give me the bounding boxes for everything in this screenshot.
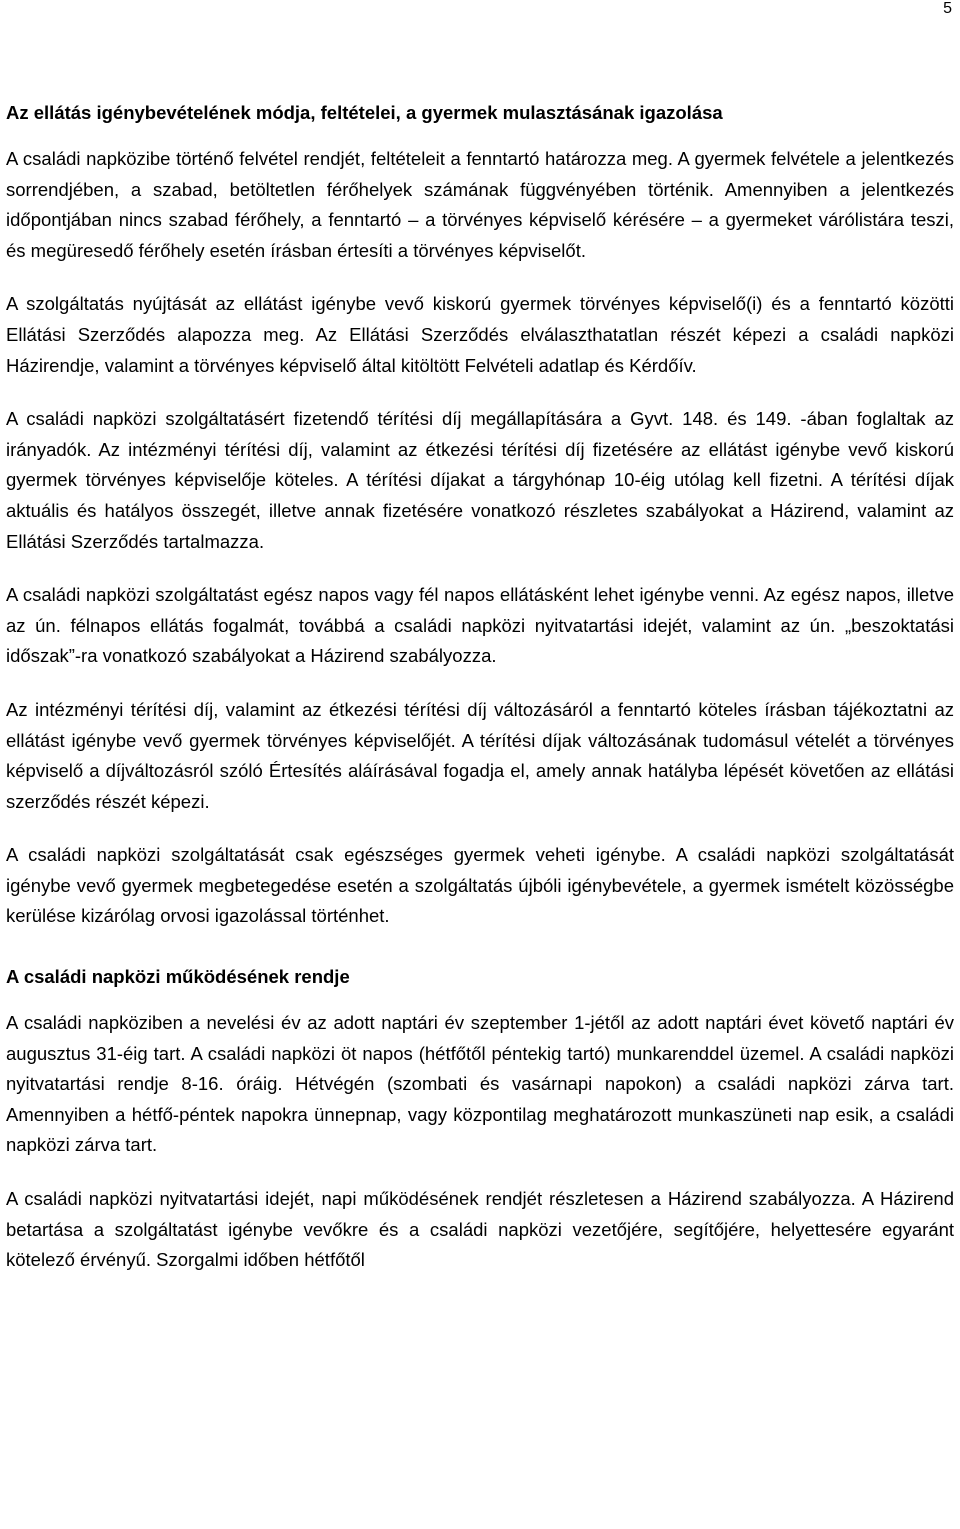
paragraph-teritesi-dij: A családi napközi szolgáltatásért fizetendő térítési díj megállapítására a Gyvt. 148. és 149. -ában foglaltak az irányadók. Az intézményi térítési díj, valamint az étkezési térítési díj fizetésére az ellátást igénybe vevő kiskorú gyermek törvényes képviselője köteles. A térítési díjakat a tárgyhónap 10-éig utólag kell fizetni. A térítési díjak aktuális és hatályos összegét, illetve annak fizetésére vonatkozó részletes szabályokat a Házirend, valamint az Ellátási Szerződés tartalmazza. — [6, 408, 954, 552]
section-heading-ellatas: Az ellátás igénybevételének módja, feltételei, a gyermek mulasztásának igazolása — [6, 102, 723, 123]
section-heading-mukodes: A családi napközi működésének rendje — [6, 966, 350, 988]
paragraph-dijvaltozas: Az intézményi térítési díj, valamint az étkezési térítési díj változásáról a fenntartó köteles írásban tájékoztatni az ellátást igénybe vevő gyermek törvényes képviselőjét. A térítési díjak változásának tudomásul vételét a törvényes képviselő a díjváltozásról szóló Értesítés aláírásával fogadja el, amely annak hatályba lépését követően az ellátási szerződés részét képezi. — [6, 698, 954, 812]
document-body — [6, 98, 954, 1299]
paragraph-ellatasi-szerzodes: A szolgáltatás nyújtását az ellátást igénybe vevő kiskorú gyermek törvényes képviselő(i) és a fenntartó közötti Ellátási Szerződés alapozza meg. Az Ellátási Szerződés elválaszthatatlan részét képezi a családi napközi Házirendje, valamint a törvényes képviselő által kitöltött Felvételi adatlap és Kérdőív. — [6, 293, 954, 376]
paragraph-egeszseges-gyermek: A családi napközi szolgáltatását csak egészséges gyermek veheti igénybe. A családi napközi szolgáltatását igénybe vevő gyermek megbetegedése esetén a szolgáltatás újbóli igénybevétele, a gyermek ismételt közösségbe kerülése kizárólag orvosi igazolással történhet. — [6, 844, 954, 927]
paragraph-nyitvatartas: A családi napközi nyitvatartási idejét, napi működésének rendjét részletesen a Házirend szabályozza. A Házirend betartása a szolgáltatást igénybe vevőkre és a családi napközi vezetőjére, segítőjére, helyettesére egyaránt kötelező érvényű. Szorgalmi időben hétfőtől — [6, 1188, 954, 1271]
paragraph-nevelesi-ev: A családi napköziben a nevelési év az adott naptári év szeptember 1-jétől az adott naptári évet követő naptári év augusztus 31-éig tart. A családi napközi öt napos (hétfőtől péntekig tartó) munkarenddel üzemel. A családi napközi nyitvatartási rendje 8-16. óráig. Hétvégén (szombati és vasárnapi napokon) a családi napközi zárva tart. Amennyiben a hétfő-péntek napokra ünnepnap, vagy központilag meghatározott munkaszüneti nap esik, a családi napközi zárva tart. — [6, 1012, 954, 1156]
page-number: 5 — [943, 0, 952, 17]
paragraph-napos-ellatas: A családi napközi szolgáltatást egész napos vagy fél napos ellátásként lehet igénybe venni. Az egész napos, illetve az ún. félnapos ellátás fogalmát, továbbá a családi napközi nyitvatartási idejét, valamint az ún. „beszoktatási időszak”-ra vonatkozó szabályokat a Házirend szabályozza. — [6, 584, 954, 667]
paragraph-felvetel: A családi napközibe történő felvétel rendjét, feltételeit a fenntartó határozza meg. A gyermek felvétele a jelentkezés sorrendjében, a szabad, betöltetlen férőhelyek számának függvényében történik. Amennyiben a jelentkezés időpontjában nincs szabad férőhely, a fenntartó – a törvényes képviselő kérésére – a gyermeket várólistára teszi, és megüresedő férőhely esetén írásban értesíti a törvényes képviselőt. — [6, 148, 954, 261]
